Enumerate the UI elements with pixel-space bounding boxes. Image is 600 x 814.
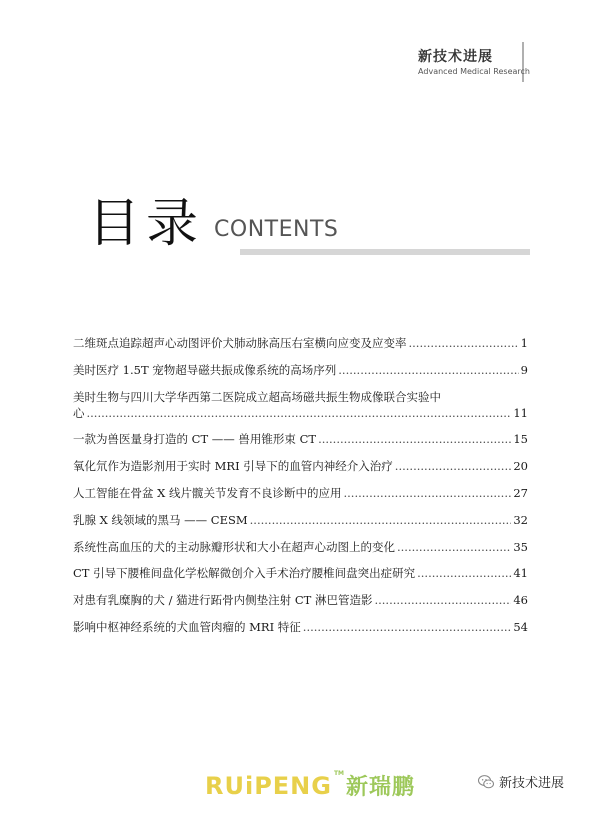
- toc-entry-title-continued: 心: [73, 405, 85, 420]
- logo-chinese-text: 新瑞鹏: [346, 775, 416, 800]
- toc-entry-title: 系统性高血压的犬的主动脉瓣形状和大小在超声心动图上的变化: [73, 539, 395, 554]
- toc-entry-page: 9: [520, 362, 528, 377]
- toc-entry-page: 35: [513, 539, 528, 554]
- ruipeng-logo: [205, 770, 415, 801]
- toc-entry[interactable]: [73, 592, 528, 608]
- toc-leader-dots: [303, 619, 512, 635]
- wechat-account-watermark: [477, 772, 564, 791]
- toc-entry-page: 41: [513, 566, 528, 581]
- toc-entry-page: 1: [520, 336, 528, 350]
- toc-entry[interactable]: [73, 389, 528, 421]
- toc-entry-title: 影响中枢神经系统的犬血管肉瘤的 MRI 特征: [73, 619, 301, 634]
- journal-title: 新技术进展: [418, 49, 494, 65]
- heading-rule: [240, 249, 530, 255]
- toc-entry-page: 11: [513, 405, 528, 420]
- toc-leader-dots: [318, 431, 511, 447]
- toc-entry-title: 乳腺 X 线领域的黑马 —— CESM: [73, 512, 248, 527]
- toc-heading: [88, 194, 339, 254]
- toc-leader-dots: [397, 539, 511, 555]
- toc-entry-page: 46: [513, 593, 528, 608]
- wechat-account-name: 新技术进展: [498, 776, 564, 791]
- logo-latin-text: RUiPENG: [205, 771, 332, 800]
- journal-subtitle: Advanced Medical Research: [418, 67, 530, 76]
- toc-leader-dots: [417, 565, 511, 581]
- toc-heading-main: 目录: [88, 194, 205, 254]
- toc-leader-dots: [87, 405, 512, 421]
- toc-heading-sub: CONTENTS: [214, 217, 339, 242]
- toc-entry-title: 对患有乳糜胸的犬 / 猫进行跖骨内侧垫注射 CT 淋巴管造影: [73, 593, 373, 608]
- toc-entry[interactable]: [73, 512, 528, 528]
- toc-leader-dots: [344, 485, 512, 501]
- toc-entry-title: CT 引导下腰椎间盘化学松解微创介入手术治疗腰椎间盘突出症研究: [73, 566, 416, 581]
- toc-entry-page: 27: [513, 485, 528, 500]
- toc-leader-dots: [409, 335, 519, 351]
- toc-entry-title: 二维斑点追踪超声心动图评价犬肺动脉高压右室横向应变及应变率: [73, 336, 407, 350]
- logo-trademark: TM: [333, 770, 345, 777]
- toc-entry[interactable]: [73, 362, 528, 378]
- toc-entry[interactable]: [73, 431, 528, 447]
- toc-list: [73, 335, 528, 646]
- wechat-icon: [477, 773, 495, 791]
- toc-entry[interactable]: [73, 458, 528, 474]
- toc-entry-page: 20: [513, 459, 528, 474]
- toc-entry-title: 一款为兽医量身打造的 CT —— 兽用锥形束 CT: [73, 432, 317, 447]
- toc-entry-title: 氧化氘作为造影剂用于实时 MRI 引导下的血管内神经介入治疗: [73, 459, 393, 474]
- toc-entry-page: 32: [513, 512, 528, 527]
- toc-entry-title: 美时生物与四川大学华西第二医院成立超高场磁共振生物成像联合实验中: [73, 389, 441, 404]
- toc-entry[interactable]: [73, 335, 528, 351]
- toc-entry-page: 54: [513, 619, 528, 634]
- journal-header: [418, 46, 530, 76]
- toc-leader-dots: [250, 512, 512, 528]
- toc-leader-dots: [374, 592, 511, 608]
- toc-entry[interactable]: [73, 485, 528, 501]
- toc-entry[interactable]: [73, 619, 528, 635]
- toc-entry-title: 美时医疗 1.5T 宠物超导磁共振成像系统的高场序列: [73, 362, 337, 377]
- toc-leader-dots: [338, 362, 518, 378]
- toc-entry[interactable]: [73, 565, 528, 581]
- toc-entry-page: 15: [513, 432, 528, 447]
- toc-leader-dots: [395, 458, 512, 474]
- toc-entry[interactable]: [73, 539, 528, 555]
- toc-entry-title: 人工智能在骨盆 X 线片髋关节发育不良诊断中的应用: [73, 485, 342, 500]
